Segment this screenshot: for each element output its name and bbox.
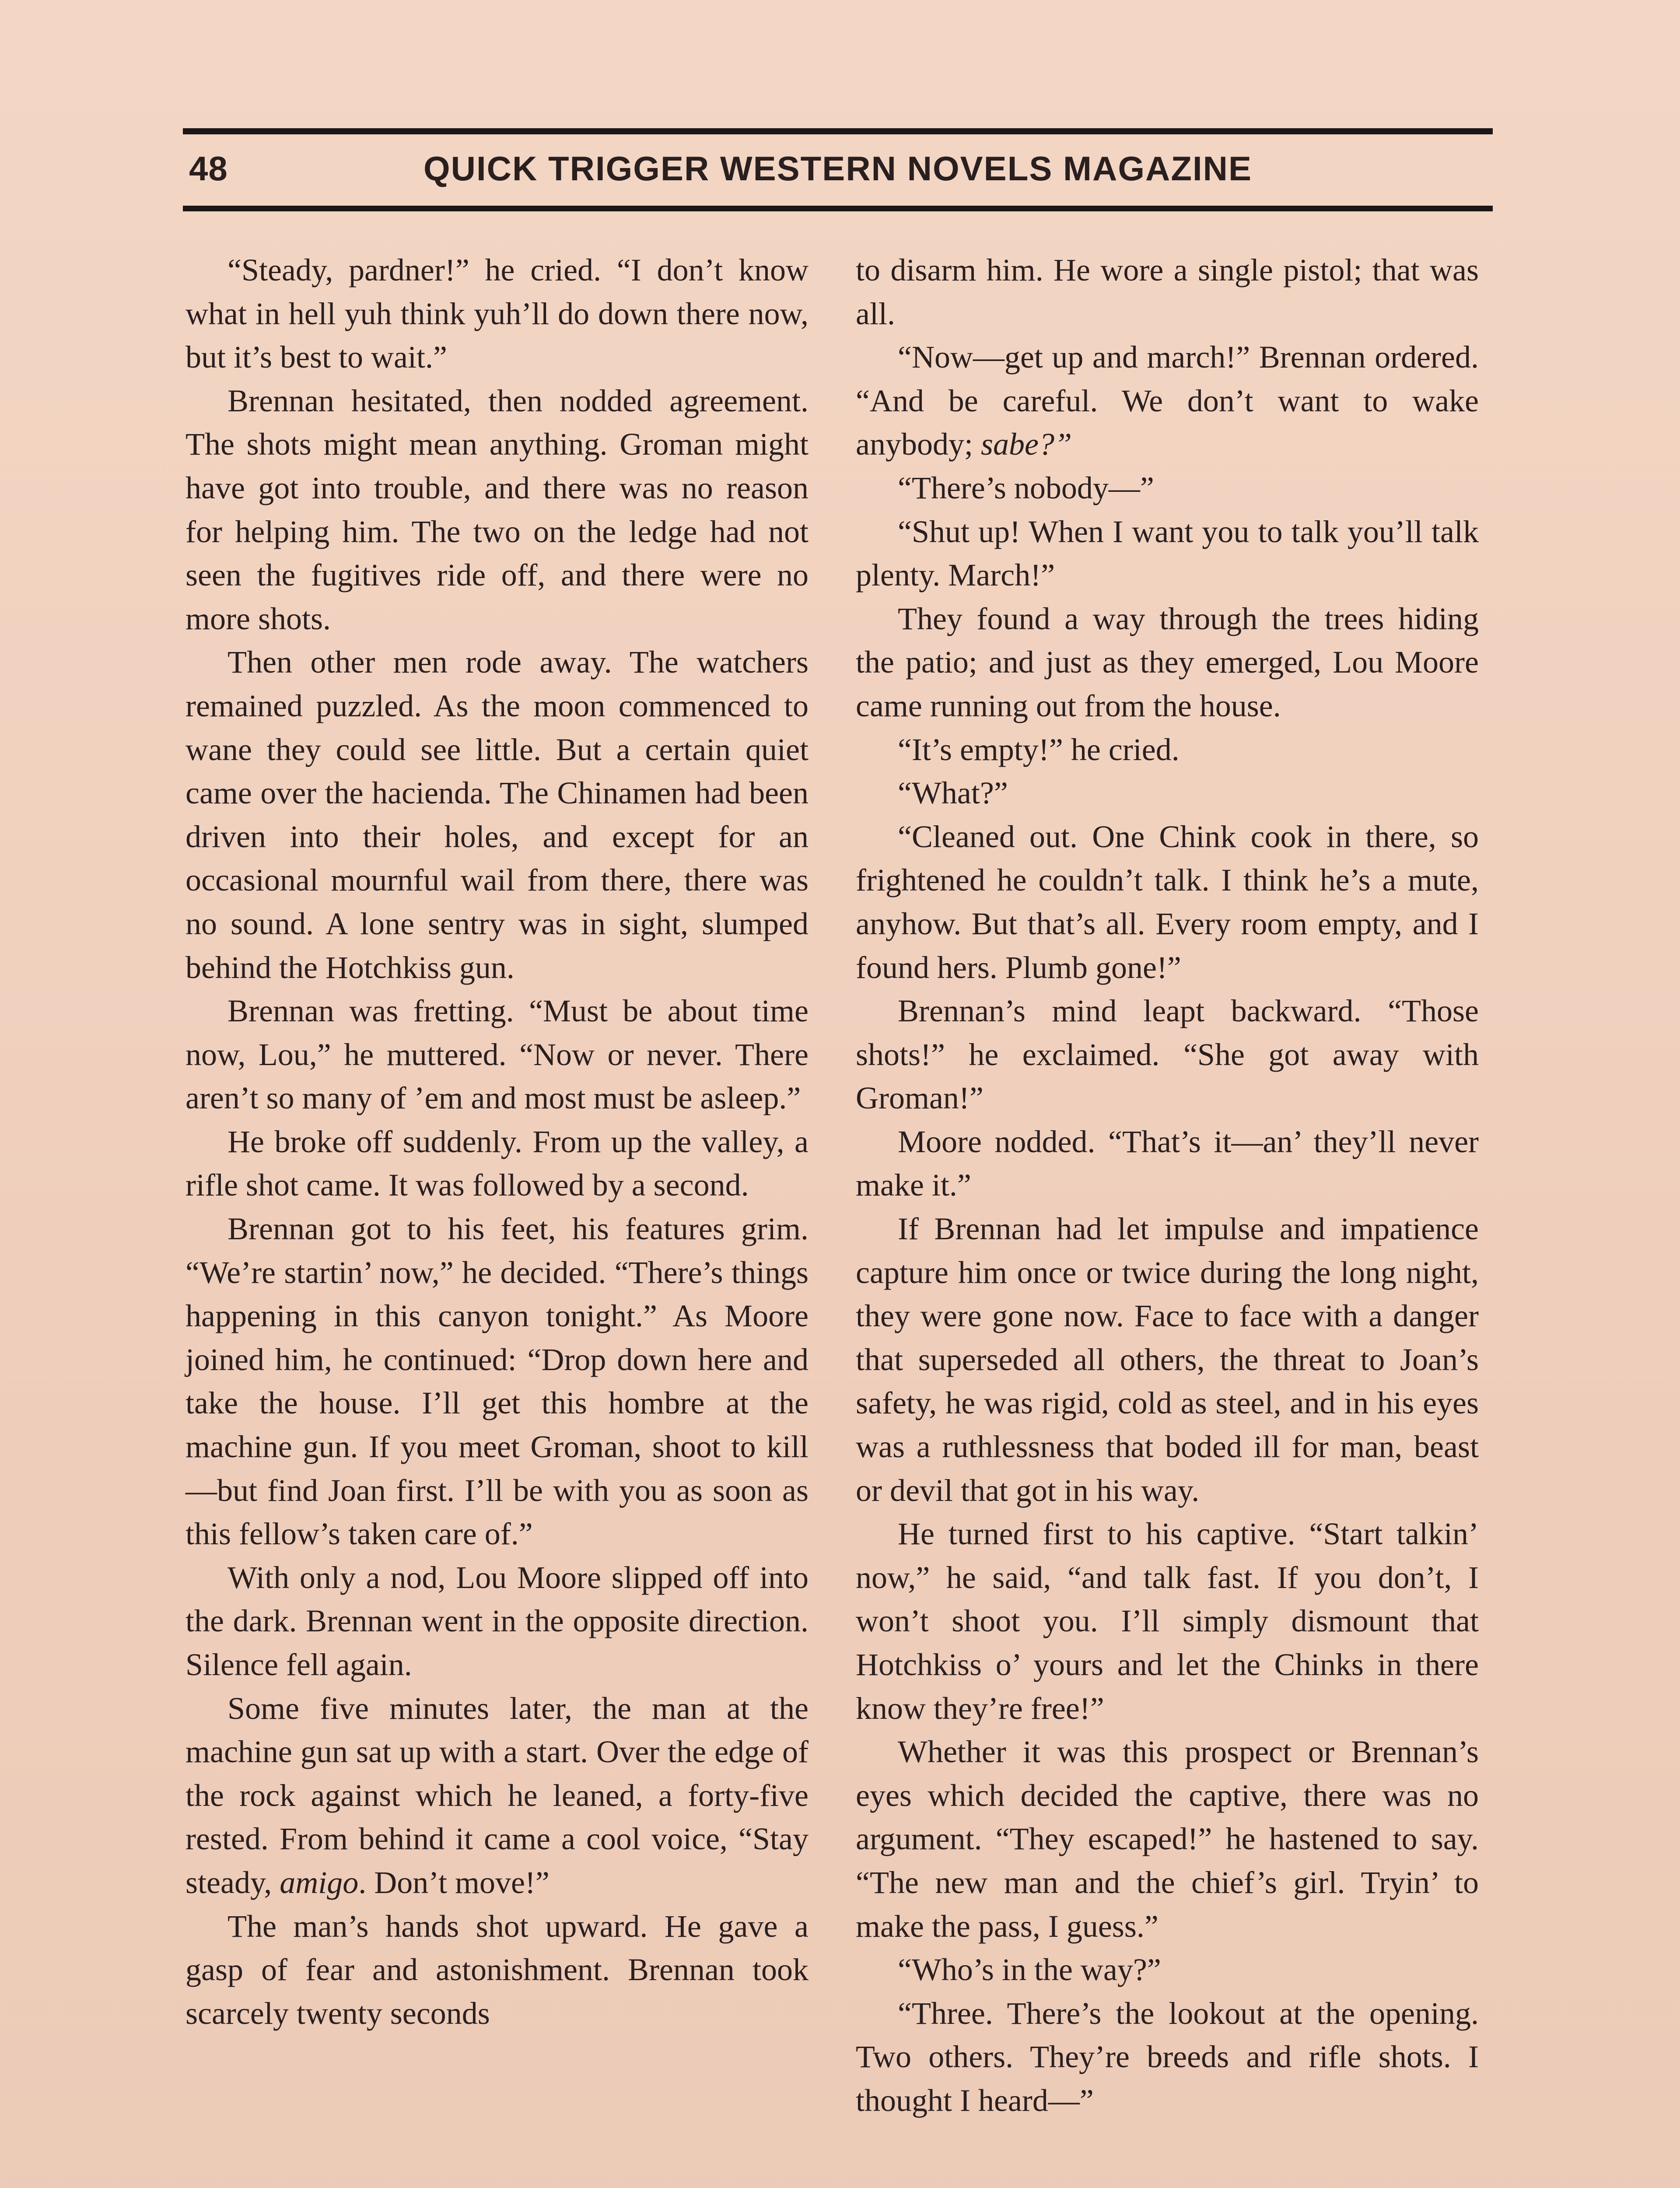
paragraph-text: “Who’s in the way?” [898, 1952, 1161, 1988]
italic-word: amigo [280, 1865, 359, 1900]
paragraph [856, 1948, 1479, 1992]
paragraph [186, 1687, 808, 1905]
paragraph-text: He turned first to his captive. “Start talkin’ now,” he said, “and talk fast. If you don’t, I won’t shoot you. I’ll simply dismount that Hotchkiss o’ yours and let the Chinks in there know they’re free!” [856, 1516, 1479, 1726]
paragraph [856, 249, 1479, 336]
header-rule-top [183, 128, 1493, 134]
page-header [183, 139, 1493, 200]
paragraph [856, 510, 1479, 597]
paragraph [856, 1512, 1479, 1730]
page-number: 48 [189, 149, 228, 188]
paragraph [186, 1905, 808, 2036]
text-column-right [856, 249, 1479, 2123]
paragraph [856, 989, 1479, 1120]
paragraph-text: Brennan got to his feet, his features grim. “We’re startin’ now,” he decided. “There’s things happening in this canyon tonight.” As Moore joined him, he continued: “Drop down here and take the house. I’ll get this hombre at the machine gun. If you meet Groman, shoot to kill—but find Joan first. I’ll be with you as soon as this fellow’s taken care of.” [186, 1211, 808, 1552]
paragraph [186, 1120, 808, 1207]
paragraph-text: “What?” [898, 775, 1008, 811]
paragraph [856, 1120, 1479, 1207]
paragraph [856, 1730, 1479, 1948]
paragraph-text: They found a way through the trees hiding the patio; and just as they emerged, Lou Moore came running out from the house. [856, 601, 1479, 723]
paragraph-text: “It’s empty!” he cried. [898, 732, 1180, 767]
paragraph-text: “Three. There’s the lookout at the opening. Two others. They’re breeds and rifle shots. I thought I heard—” [856, 1995, 1479, 2118]
paragraph-text: “Shut up! When I want you to talk you’ll talk plenty. March!” [856, 514, 1479, 593]
paragraph [186, 1207, 808, 1556]
paragraph-text: Moore nodded. “That’s it—an’ they’ll never make it.” [856, 1124, 1479, 1203]
paragraph [186, 641, 808, 989]
paragraph [186, 989, 808, 1120]
paragraph [856, 728, 1479, 772]
paragraph-text: The man’s hands shot upward. He gave a gasp of fear and astonishment. Brennan took scarcely twenty seconds [186, 1908, 808, 2031]
paragraph [856, 597, 1479, 728]
paragraph-text: “Cleaned out. One Chink cook in there, so frightened he couldn’t talk. I think he’s a mute, anyhow. But that’s all. Every room empty, and I found hers. Plumb gone!” [856, 819, 1479, 985]
paragraph-text: Some five minutes later, the man at the machine gun sat up with a start. Over the edge of the rock against which he leaned, a forty-five rested. From behind it came a cool voice, “Stay steady, [186, 1690, 808, 1900]
paragraph [186, 1556, 808, 1687]
paragraph [856, 815, 1479, 989]
paragraph [856, 1992, 1479, 2123]
paragraph [186, 249, 808, 379]
italic-word: sabe?” [980, 427, 1072, 462]
paragraph [856, 1207, 1479, 1512]
paragraph-text: Brennan was fretting. “Must be about time now, Lou,” he muttered. “Now or never. There aren’t so many of ’em and most must be asleep.” [186, 993, 808, 1116]
magazine-title: QUICK TRIGGER WESTERN NOVELS MAGAZINE [423, 149, 1253, 188]
paragraph-text: “There’s nobody—” [898, 470, 1154, 505]
paragraph-text: He broke off suddenly. From up the valley, a rifle shot came. It was followed by a second. [186, 1124, 808, 1203]
paragraph-text: Brennan’s mind leapt backward. “Those shots!” he exclaimed. “She got away with Groman!” [856, 993, 1479, 1116]
header-rule-bottom [183, 206, 1493, 211]
paragraph-text: “Now—get up and march!” Brennan ordered. “And be careful. We don’t want to wake anybody; [856, 340, 1479, 462]
paragraph [856, 336, 1479, 466]
paragraph-text: to disarm him. He wore a single pistol; that was all. [856, 252, 1479, 331]
paragraph-text: Brennan hesitated, then nodded agreement. The shots might mean anything. Groman might have got into trouble, and there was no reason for helping him. The two on the ledge had not seen the fugitives ride off, and there were no more shots. [186, 383, 808, 636]
paragraph-text: With only a nod, Lou Moore slipped off into the dark. Brennan went in the opposite direction. Silence fell again. [186, 1560, 808, 1682]
paragraph-text-after: . Don’t move!” [358, 1865, 550, 1900]
paragraph [856, 466, 1479, 510]
paragraph-text: Whether it was this prospect or Brennan’s eyes which decided the captive, there was no argument. “They escaped!” he hastened to say. “The new man and the chief’s girl. Tryin’ to make the pass, I guess.” [856, 1734, 1479, 1944]
paragraph-text: If Brennan had let impulse and impatience capture him once or twice during the long night, they were gone now. Face to face with a danger that superseded all others, the threat to Joan’s safety, he was rigid, cold as steel, and in his eyes was a ruthlessness that boded ill for man, beast or devil that got in his way. [856, 1211, 1479, 1508]
text-column-left [186, 249, 808, 2035]
paragraph-text: Then other men rode away. The watchers remained puzzled. As the moon commenced to wane they could see little. But a certain quiet came over the hacienda. The Chinamen had been driven into their holes, and except for an occasional mournful wail from there, there was no sound. A lone sentry was in sight, slumped behind the Hotchkiss gun. [186, 645, 808, 985]
paragraph [186, 379, 808, 641]
paragraph-text: “Steady, pardner!” he cried. “I don’t know what in hell yuh think yuh’ll do down there now, but it’s best to wait.” [186, 252, 808, 375]
paragraph [856, 771, 1479, 815]
